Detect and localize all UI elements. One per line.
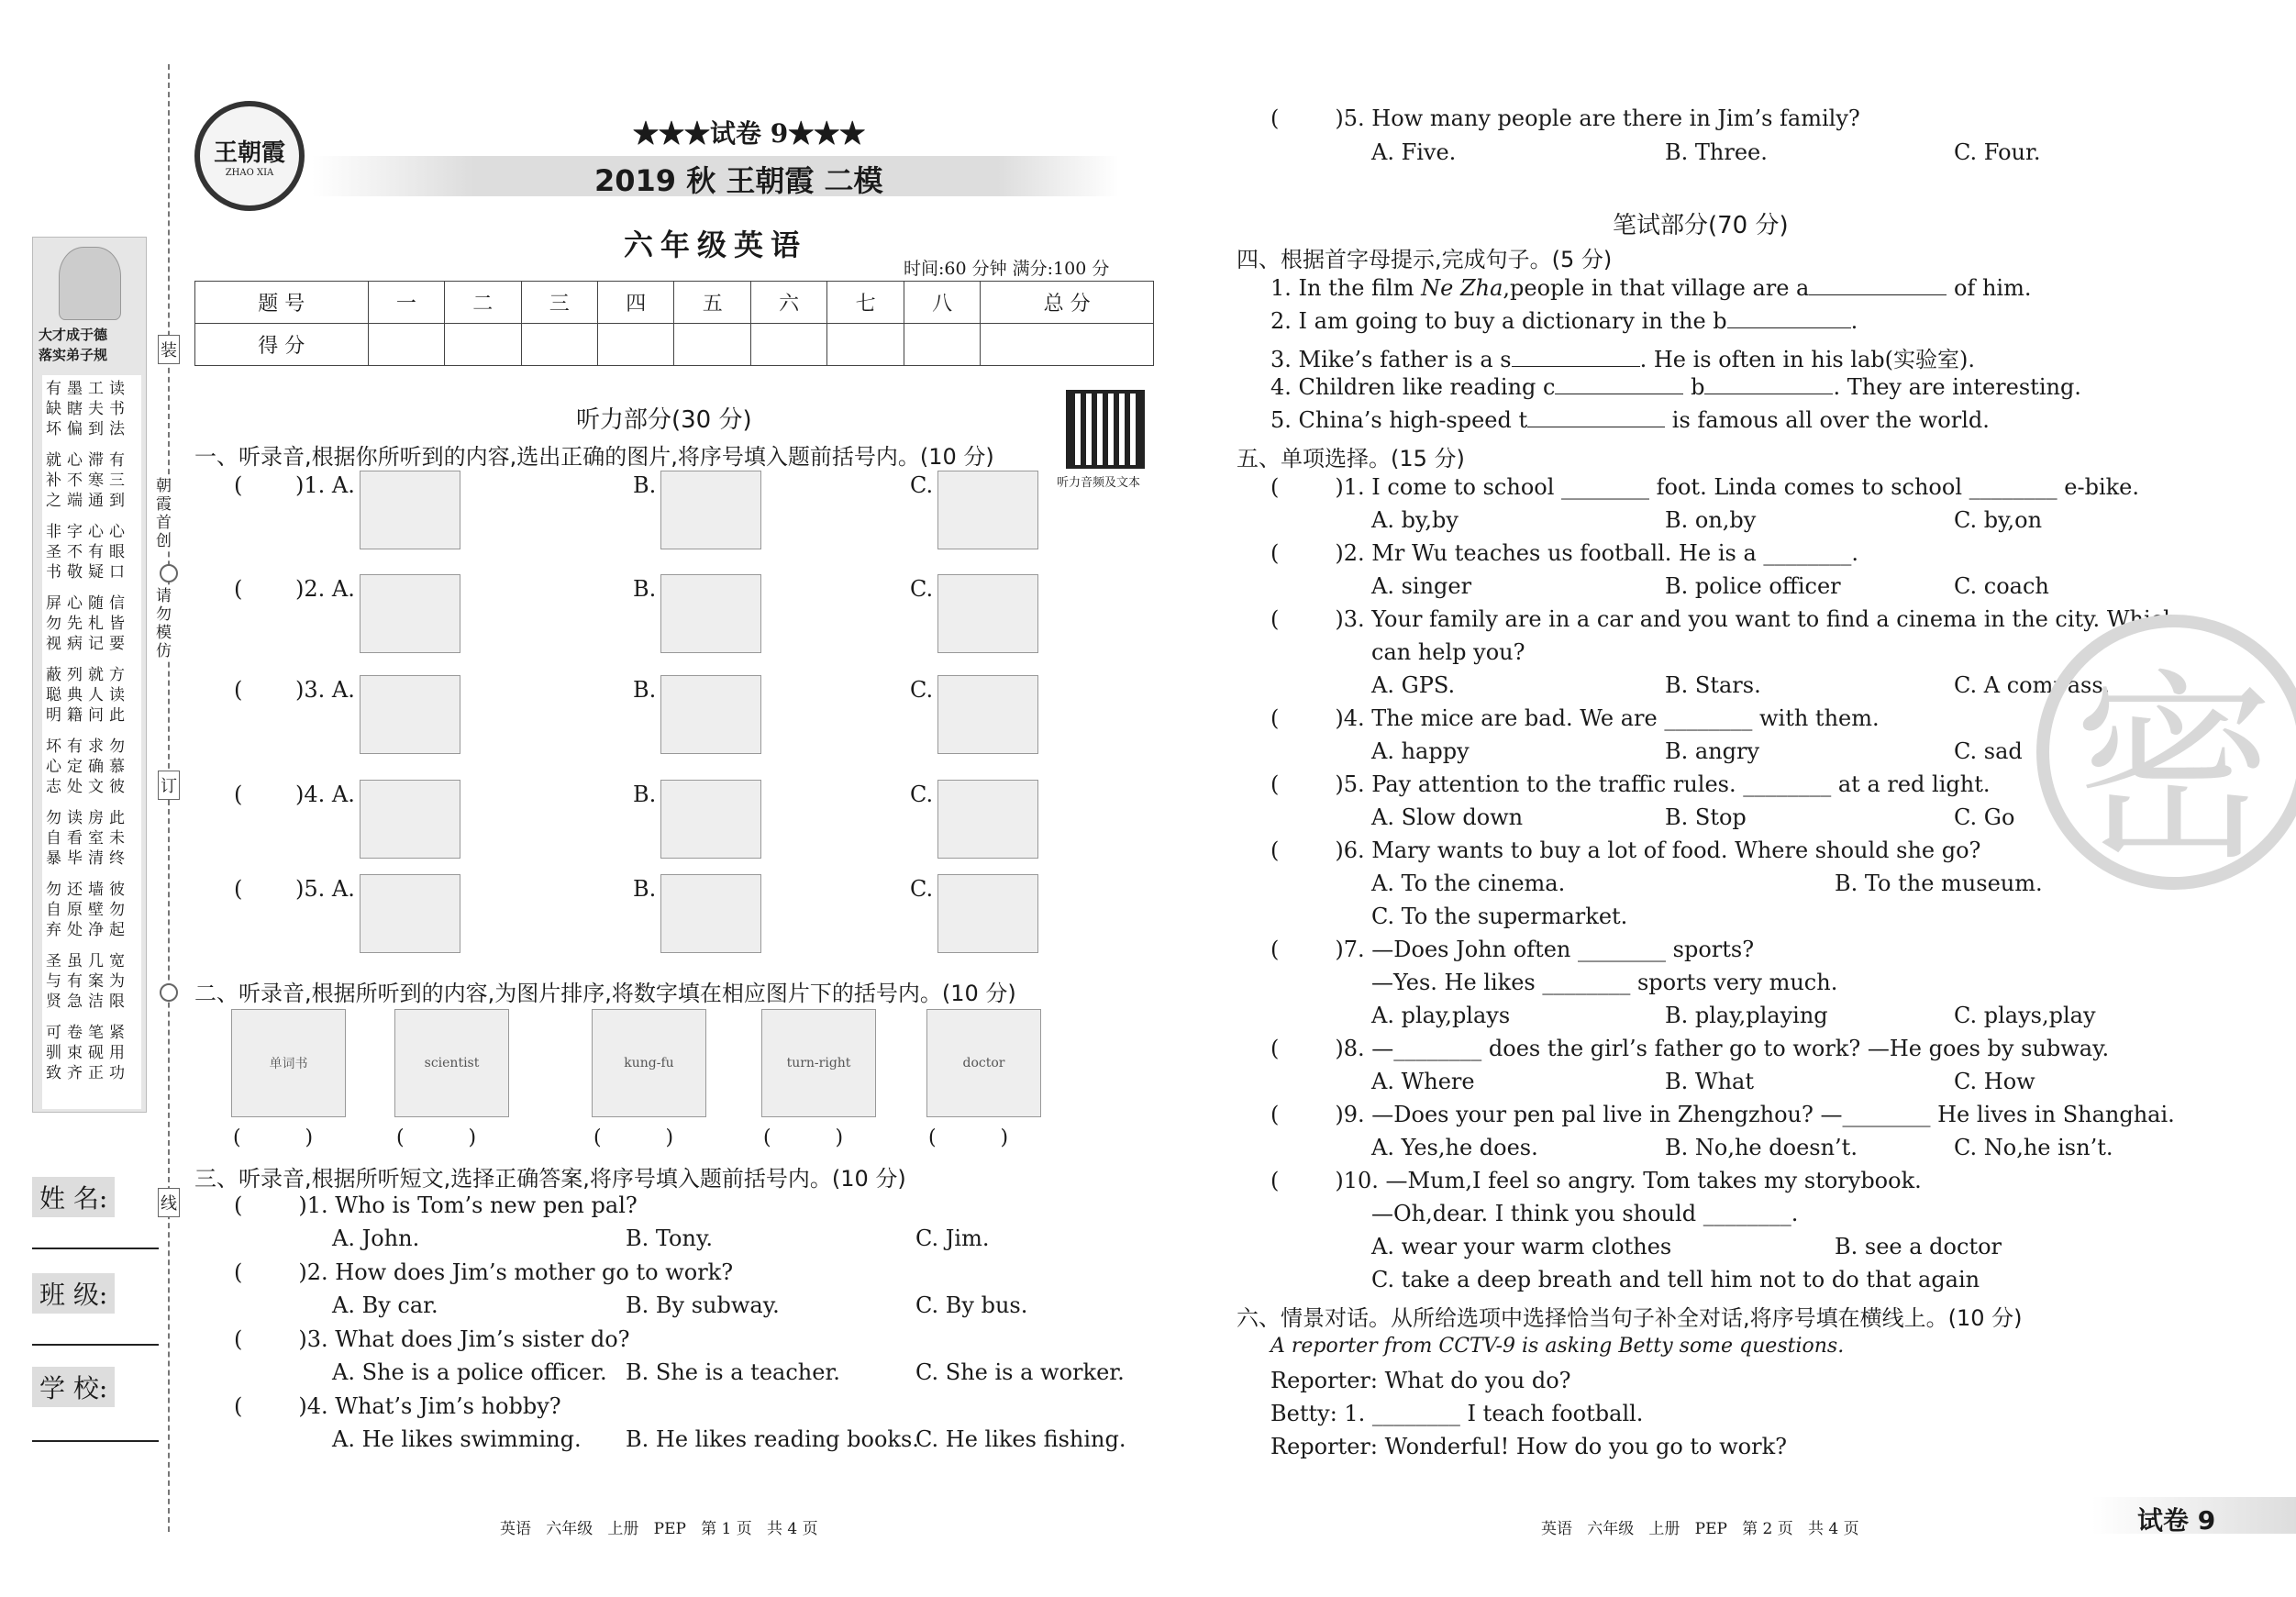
mc-question-cont: —Oh,dear. I think you should ________. <box>1371 1201 1799 1226</box>
dialogue-line: Betty: 1. ________ I teach football. <box>1270 1401 1644 1426</box>
s1-text-c: ,people in that village are a <box>1503 275 1810 301</box>
mc-option: B. Stars. <box>1665 672 1761 698</box>
order-picture <box>926 1009 1041 1117</box>
option-b: B. She is a teacher. <box>626 1359 840 1385</box>
mc-option: C. To the supermarket. <box>1371 904 1628 929</box>
order-bracket: ( ) <box>763 1126 844 1149</box>
motto-line: 坏偏到法 <box>46 420 130 438</box>
motto-line: 屏心随信 <box>46 594 130 613</box>
question-text: ( )3. What does Jim’s sister do? <box>234 1326 630 1352</box>
option-a: A. By car. <box>332 1292 438 1318</box>
mc-option: B. police officer <box>1665 573 1841 599</box>
question-number: )3. A. <box>295 677 355 703</box>
mc-option: A. wear your warm clothes <box>1371 1234 1672 1259</box>
picture-building <box>937 471 1038 549</box>
question-number: )4. A. <box>295 782 355 807</box>
part4-sentence-2 <box>1270 308 1858 334</box>
motto-line: 勿先札皆 <box>46 615 130 633</box>
mc-option: C. take a deep breath and tell him not to do that again <box>1371 1267 1980 1292</box>
question-text: ( )1. Who is Tom’s new pen pal? <box>234 1192 638 1218</box>
ring-hole-2 <box>160 983 178 1002</box>
question-number: )1. A. <box>295 472 355 498</box>
motto-line: 可卷笔紧 <box>46 1024 130 1042</box>
score-header-cell: 一 <box>368 282 444 324</box>
mc-option: A. To the cinema. <box>1371 871 1566 896</box>
picture-family <box>937 574 1038 653</box>
mc-question: ( )6. Mary wants to buy a lot of food. Where should she go? <box>1270 837 1981 863</box>
mc-option: B. angry <box>1665 738 1760 764</box>
mc-option: A. Where <box>1371 1069 1475 1094</box>
picture-worker <box>660 780 761 859</box>
mc-option: B. see a doctor <box>1835 1234 2002 1259</box>
option-b: B. Tony. <box>626 1225 713 1251</box>
mc-option: B. No,he doesn’t. <box>1665 1135 1858 1160</box>
s3-blank[interactable] <box>1512 366 1640 367</box>
s5-text-b: is famous all over the world. <box>1665 407 1990 433</box>
mc-option: C. How <box>1954 1069 2035 1094</box>
score-input-cell[interactable] <box>445 324 521 366</box>
s4-text-b: b <box>1683 374 1705 400</box>
mc-question-cont: can help you? <box>1371 639 1525 665</box>
writing-title: 笔试部分(70 分) <box>1613 212 1789 239</box>
score-input-cell[interactable] <box>598 324 674 366</box>
order-bracket: ( ) <box>396 1126 477 1149</box>
answer-bracket-open: ( <box>234 472 243 498</box>
option-c: C. By bus. <box>915 1292 1028 1318</box>
motto-line: 蔽列就方 <box>46 666 130 684</box>
option-b-label: B. <box>633 782 657 807</box>
s1-blank[interactable] <box>1809 294 1947 295</box>
motto-line: 明籍问此 <box>46 706 130 725</box>
score-header-cell: 总 分 <box>981 282 1154 324</box>
option-c-label: C. <box>910 576 934 602</box>
score-header-cell: 三 <box>521 282 597 324</box>
side-label-ding: 订 <box>158 771 180 800</box>
option-c: C. She is a worker. <box>915 1359 1125 1385</box>
motto-top-2: 落实弟子规 <box>39 347 108 363</box>
motto-line: 贤急洁限 <box>46 993 130 1011</box>
option-a: A. He likes swimming. <box>332 1426 582 1452</box>
motto-top-1: 大才成于德 <box>39 327 108 343</box>
mc-option: A. GPS. <box>1371 672 1456 698</box>
qr-code[interactable] <box>1066 390 1145 469</box>
s3-text-a: 3. Mike’s father is a s <box>1270 347 1512 372</box>
answer-bracket-open: ( <box>234 782 243 807</box>
s5-text-a: 5. China’s high-speed t <box>1270 407 1528 433</box>
scholar-figure <box>59 247 121 320</box>
score-header-cell: 八 <box>904 282 980 324</box>
mc-option: B. Stop <box>1665 804 1747 830</box>
side-label-xian: 线 <box>158 1188 180 1217</box>
motto-panel <box>32 237 147 1113</box>
option-c-label: C. <box>910 677 934 703</box>
series-title: 2019 秋 王朝霞 二模 <box>594 163 883 198</box>
name-field[interactable] <box>32 1248 159 1249</box>
question-text: ( )2. How does Jim’s mother go to work? <box>234 1259 734 1285</box>
order-bracket: ( ) <box>593 1126 674 1149</box>
class-label: 班 级: <box>32 1273 115 1314</box>
order-picture <box>231 1009 346 1117</box>
picture-police-officer <box>360 780 460 859</box>
mc-question: ( )5. Pay attention to the traffic rules. ________ at a red light. <box>1270 771 1991 797</box>
picture-swimmer <box>660 675 761 754</box>
motto-line: 坏有求勿 <box>46 738 130 756</box>
option-c: C. He likes fishing. <box>915 1426 1126 1452</box>
order-picture <box>592 1009 706 1117</box>
motto-line: 有墨工读 <box>46 380 130 398</box>
ring-hole-1 <box>160 564 178 582</box>
order-picture <box>761 1009 876 1117</box>
option-c-label: C. <box>910 472 934 498</box>
score-header-cell: 四 <box>598 282 674 324</box>
s2-blank[interactable] <box>1727 327 1851 328</box>
motto-line: 非字心心 <box>46 523 130 541</box>
mc-option: C. by,on <box>1954 507 2043 533</box>
option-c-label: C. <box>910 782 934 807</box>
mc-question: ( )2. Mr Wu teaches us football. He is a ________. <box>1270 540 1859 566</box>
footer-left: 英语 六年级 上册 PEP 第 1 页 共 4 页 <box>500 1520 818 1538</box>
question-number: )2. A. <box>295 576 355 602</box>
picture-woman <box>937 675 1038 754</box>
mc-option: B. To the museum. <box>1835 871 2043 896</box>
mc-option: C. coach <box>1954 573 2049 599</box>
score-header-cell: 六 <box>750 282 826 324</box>
motto-line: 勿还墙彼 <box>46 881 130 899</box>
motto-line: 致齐正功 <box>46 1064 130 1082</box>
mc-question: ( )9. —Does your pen pal live in Zhengzhou? —________ He lives in Shanghai. <box>1270 1102 2175 1127</box>
picture-picnic <box>660 574 761 653</box>
mc-question: ( )7. —Does John often ________ sports? <box>1270 937 1755 962</box>
mc-option: B. on,by <box>1665 507 1757 533</box>
option-b-label: B. <box>633 677 657 703</box>
motto-line: 弃处净起 <box>46 921 130 939</box>
s1-text-a: 1. In the film <box>1270 275 1414 301</box>
logo-badge <box>194 101 305 211</box>
score-input-cell[interactable] <box>750 324 826 366</box>
score-table <box>194 281 1154 366</box>
order-bracket: ( ) <box>233 1126 314 1149</box>
s2-text-a: 2. I am going to buy a dictionary in the b <box>1270 308 1727 334</box>
option-a: A. Five. <box>1371 139 1457 165</box>
part2-heading: 二、听录音,根据所听到的内容,为图片排序,将数字填在相应图片下的括号内。(10 分) <box>194 981 1016 1006</box>
part4-sentence-4 <box>1270 374 2081 400</box>
score-input-cell[interactable] <box>827 324 904 366</box>
part4-sentence-3 <box>1270 341 1975 373</box>
picture-caption: kung-fu <box>624 1056 674 1070</box>
secret-watermark <box>2036 615 2296 890</box>
mc-option: A. Yes,he does. <box>1371 1135 1538 1160</box>
part6-intro: A reporter from CCTV-9 is asking Betty some questions. <box>1270 1335 1845 1358</box>
motto-line: 心定确慕 <box>46 758 130 776</box>
mc-question: ( )1. I come to school ________ foot. Linda comes to school ________ e-bike. <box>1270 474 2139 500</box>
motto-line: 勿读房此 <box>46 809 130 827</box>
motto-line: 圣不有眼 <box>46 543 130 561</box>
picture-film-strip <box>360 471 460 549</box>
paper-number: ★★★试卷 9★★★ <box>633 118 866 149</box>
motto-line: 视病记要 <box>46 635 130 653</box>
qr-caption: 听力音频及文本 <box>1057 476 1141 490</box>
class-field[interactable] <box>32 1344 159 1346</box>
score-row-scores <box>195 324 1154 366</box>
part5-heading: 五、单项选择。(15 分) <box>1237 446 1465 471</box>
subject-title: 六年级英语 <box>624 227 808 262</box>
question-text: ( )5. How many people are there in Jim’s family? <box>1270 105 1860 131</box>
part4-heading: 四、根据首字母提示,完成句子。(5 分) <box>1237 247 1613 272</box>
mc-option: C. sad <box>1954 738 2023 764</box>
score-input-cell[interactable] <box>981 324 1154 366</box>
motto-line: 与有案为 <box>46 972 130 991</box>
picture-plane <box>937 874 1038 953</box>
motto-line: 自看室未 <box>46 829 130 848</box>
side-label-zhuang: 装 <box>158 335 180 364</box>
picture-caption: scientist <box>424 1056 480 1070</box>
mc-question: ( )8. —________ does the girl’s father go to work? —He goes by subway. <box>1270 1036 2110 1061</box>
option-b-label: B. <box>633 876 657 902</box>
s4-text-c: . They are interesting. <box>1833 374 2081 400</box>
dialogue-line: Reporter: Wonderful! How do you go to work? <box>1270 1434 1787 1459</box>
answer-bracket-open: ( <box>234 576 243 602</box>
side-label-nocopy: 请勿模仿 <box>156 587 174 660</box>
motto-line: 就心滞有 <box>46 451 130 470</box>
picture-caption: 单词书 <box>269 1057 308 1071</box>
score-input-cell[interactable] <box>368 324 444 366</box>
order-picture <box>394 1009 509 1117</box>
mc-option: C. A compass. <box>1954 672 2111 698</box>
order-bracket: ( ) <box>928 1126 1009 1149</box>
motto-line: 暴毕清终 <box>46 849 130 868</box>
picture-ship <box>360 874 460 953</box>
question-text: ( )4. What’s Jim’s hobby? <box>234 1393 561 1419</box>
footer-right: 英语 六年级 上册 PEP 第 2 页 共 4 页 <box>1541 1520 1859 1538</box>
score-input-cell[interactable] <box>904 324 980 366</box>
mc-question-cont: —Yes. He likes ________ sports very much. <box>1371 970 1838 995</box>
picture-post-office <box>660 471 761 549</box>
mc-question: ( )4. The mice are bad. We are ________ with them. <box>1270 705 1880 731</box>
option-c: C. Four. <box>1954 139 2041 165</box>
part3-heading: 三、听录音,根据所听短文,选择正确答案,将序号填入题前括号内。(10 分) <box>194 1166 906 1192</box>
motto-line: 圣虽几宽 <box>46 952 130 970</box>
school-field[interactable] <box>32 1440 159 1442</box>
logo-sub: ZHAO XIA <box>225 168 274 178</box>
picture-train <box>660 874 761 953</box>
mc-option: C. plays,play <box>1954 1003 2096 1028</box>
part1-heading: 一、听录音,根据你所听到的内容,选出正确的图片,将序号填入题前括号内。(10 分) <box>194 444 994 470</box>
score-label-cell: 得 分 <box>195 324 369 366</box>
side-label-first: 朝霞首创 <box>156 477 174 550</box>
dialogue-line: Reporter: What do you do? <box>1270 1368 1571 1393</box>
motto-line: 补不寒三 <box>46 471 130 490</box>
score-input-cell[interactable] <box>521 324 597 366</box>
option-c-label: C. <box>910 876 934 902</box>
mc-option: A. happy <box>1371 738 1470 764</box>
time-info: 时间:60 分钟 满分:100 分 <box>904 259 1110 279</box>
footer-tag: 试卷 9 <box>2137 1505 2216 1536</box>
mc-option: B. What <box>1665 1069 1754 1094</box>
name-label: 姓 名: <box>32 1177 115 1217</box>
option-b-label: B. <box>633 472 657 498</box>
picture-caption: turn-right <box>786 1056 851 1070</box>
motto-line: 书敬疑口 <box>46 563 130 582</box>
option-b-label: B. <box>633 576 657 602</box>
motto-grid <box>42 375 141 1109</box>
picture-runner <box>937 780 1038 859</box>
part6-heading: 六、情景对话。从所给选项中选择恰当句子补全对话,将序号填在横线上。(10 分) <box>1237 1305 2023 1331</box>
listening-title: 听力部分(30 分) <box>576 406 752 434</box>
motto-line: 志处文彼 <box>46 778 130 796</box>
score-header-cell: 七 <box>827 282 904 324</box>
option-b: B. Three. <box>1665 139 1768 165</box>
mc-option: A. Slow down <box>1371 804 1524 830</box>
mc-option: A. by,by <box>1371 507 1459 533</box>
school-label: 学 校: <box>32 1367 115 1407</box>
score-input-cell[interactable] <box>674 324 750 366</box>
motto-line: 之端通到 <box>46 492 130 510</box>
score-header-cell: 五 <box>674 282 750 324</box>
mc-option: B. play,playing <box>1665 1003 1828 1028</box>
mc-option: A. singer <box>1371 573 1472 599</box>
option-c: C. Jim. <box>915 1225 990 1251</box>
score-header-cell: 题 号 <box>195 282 369 324</box>
mc-option: A. play,plays <box>1371 1003 1511 1028</box>
part4-sentence-5 <box>1270 407 1990 433</box>
option-a: A. She is a police officer. <box>332 1359 607 1385</box>
motto-line: 缺瞎夫书 <box>46 400 130 418</box>
s4-text-a: 4. Children like reading c <box>1270 374 1556 400</box>
picture-caption: doctor <box>962 1056 1005 1070</box>
question-number: )5. A. <box>295 876 355 902</box>
motto-line: 聪典人读 <box>46 686 130 704</box>
mc-option: C. Go <box>1954 804 2015 830</box>
motto-line: 自原壁勿 <box>46 901 130 919</box>
score-header-cell: 二 <box>445 282 521 324</box>
motto-line: 驯束砚用 <box>46 1044 130 1062</box>
score-row-headers <box>195 282 1154 324</box>
option-a: A. John. <box>332 1225 420 1251</box>
mc-option: C. No,he isn’t. <box>1954 1135 2113 1160</box>
s1-film: Ne Zha <box>1421 275 1503 301</box>
part4-sentence-1 <box>1270 275 2031 301</box>
mc-question: ( )3. Your family are in a car and you want to find a cinema in the city. Which <box>1270 606 2178 632</box>
option-b: B. By subway. <box>626 1292 780 1318</box>
s3-text-b: . He is often in his lab(实验室). <box>1639 347 1976 372</box>
picture-city-scene <box>360 574 460 653</box>
s2-text-b: . <box>1850 308 1858 334</box>
watermark-char: 密 <box>2072 652 2275 887</box>
picture-boy <box>360 675 460 754</box>
option-b: B. He likes reading books. <box>626 1426 919 1452</box>
logo-text: 王朝霞 <box>213 139 285 167</box>
s1-text-d: of him. <box>1947 275 2032 301</box>
mc-question: ( )10. —Mum,I feel so angry. Tom takes my storybook. <box>1270 1168 1922 1193</box>
answer-bracket-open: ( <box>234 876 243 902</box>
answer-bracket-open: ( <box>234 677 243 703</box>
